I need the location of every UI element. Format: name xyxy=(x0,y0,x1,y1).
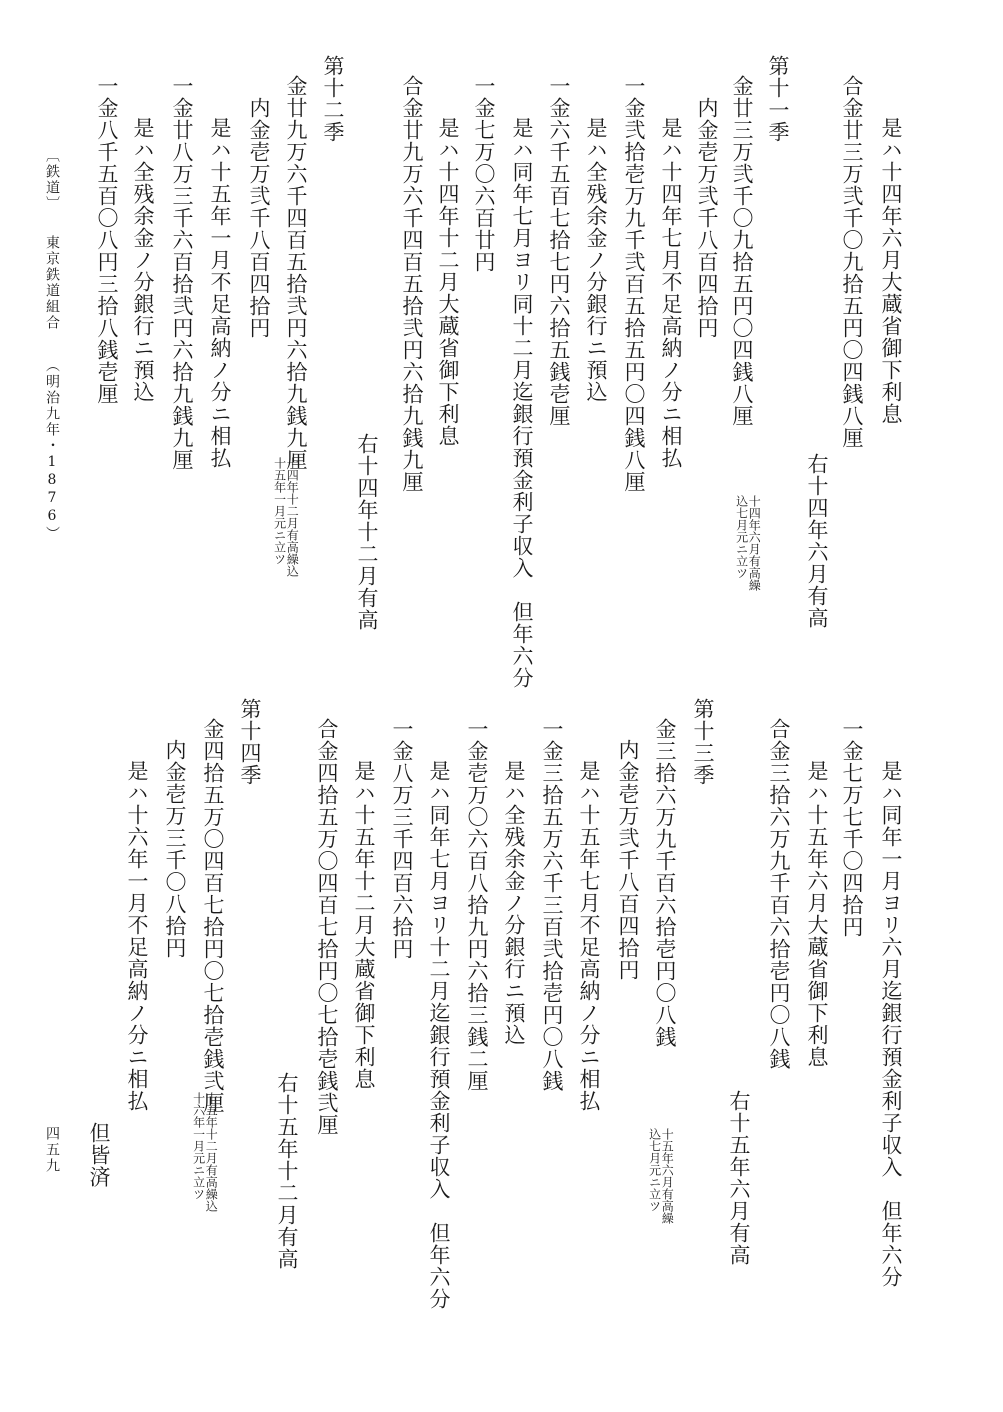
top-note-1 xyxy=(735,495,760,591)
bottom-note-2b: 十六年一月元ニ立ツ xyxy=(191,1092,206,1200)
top-line-7: 是ハ十四年七月不足高納ノ分ニ相払 xyxy=(659,117,683,469)
top-note-1b: 込七月元ニ立ツ xyxy=(734,495,749,579)
top-line-11: 是ハ同年七月ヨリ同十二月迄銀行預金利子収入 但年六分 xyxy=(510,117,534,689)
top-line-22: 一金八千五百〇八円三拾八銭壱厘 xyxy=(95,75,119,405)
bottom-note-2a: 十五年十二月有高繰込 xyxy=(204,1092,219,1212)
margin-section: 〔鉄道〕 xyxy=(44,148,60,212)
bottom-line-12: 一金壱万〇六百八拾九円六拾三銭二厘 xyxy=(465,718,489,1092)
top-line-9: 是ハ全残余金ノ分銀行ニ預込 xyxy=(584,117,608,403)
top-line-13: 是ハ十四年十二月大蔵省御下利息 xyxy=(436,117,460,447)
bottom-note-1a: 十五年六月有高繰 xyxy=(660,1128,675,1224)
bottom-line-1: 是ハ同年一月ヨリ六月迄銀行預金利子収入 但年六分 xyxy=(879,760,903,1288)
bottom-line-15: 是ハ十五年十二月大蔵省御下利息 xyxy=(352,760,376,1090)
bottom-line-18: 第十四季 xyxy=(238,698,262,786)
top-line-1: 是ハ十四年六月大蔵省御下利息 xyxy=(879,117,903,425)
top-line-18: 内金壱万弐千八百四拾円 xyxy=(247,97,271,339)
bottom-line-3: 是ハ十五年六月大蔵省御下利息 xyxy=(805,760,829,1068)
top-line-8: 一金弐拾壱万九千弐百五拾五円〇四銭八厘 xyxy=(622,75,646,493)
top-note-2b: 十五年一月元ニ立ツ xyxy=(272,457,287,565)
top-line-5: 金廿三万弐千〇九拾五円〇四銭八厘 xyxy=(730,75,754,427)
top-note-2a: 十四年十二月有高繰込 xyxy=(285,457,300,577)
margin-org: 東京鉄道組合 xyxy=(44,235,60,331)
bottom-line-9: 是ハ十五年七月不足高納ノ分ニ相払 xyxy=(577,760,601,1112)
top-line-2: 合金廿三万弐千〇九拾五円〇四銭八厘 xyxy=(840,75,864,449)
top-line-16: 第十二季 xyxy=(321,55,345,143)
bottom-line-22: 但皆済 xyxy=(87,1122,111,1188)
bottom-line-10: 一金三拾五万六千三百弐拾壱円〇八銭 xyxy=(540,718,564,1092)
bottom-line-5: 右十五年六月有高 xyxy=(727,1090,751,1266)
top-line-14: 合金廿九万六千四百五拾弐円六拾九銭九厘 xyxy=(400,75,424,493)
bottom-line-7: 金三拾六万九千百六拾壱円〇八銭 xyxy=(653,718,677,1048)
bottom-line-14: 一金八万三千四百六拾円 xyxy=(390,718,414,960)
bottom-line-20: 内金壱万三千〇八拾円 xyxy=(163,739,187,959)
top-line-10: 一金六千五百七拾七円六拾五銭壱厘 xyxy=(547,75,571,427)
top-line-15: 右十四年十二月有高 xyxy=(355,433,379,631)
bottom-line-11: 是ハ全残余金ノ分銀行ニ預込 xyxy=(502,760,526,1046)
top-line-12: 一金七万〇六百廿円 xyxy=(472,75,496,273)
bottom-line-16: 合金四拾五万〇四百七拾円〇七拾壱銭弐厘 xyxy=(315,718,339,1136)
bottom-line-6: 第十三季 xyxy=(691,698,715,786)
bottom-line-4: 合金三拾六万九千百六拾壱円〇八銭 xyxy=(767,718,791,1070)
top-line-20: 一金廿八万三千六百拾弐円六拾九銭九厘 xyxy=(170,75,194,471)
bottom-note-1 xyxy=(648,1128,673,1224)
bottom-line-17: 右十五年十二月有高 xyxy=(275,1072,299,1270)
bottom-line-13: 是ハ同年七月ヨリ十二月迄銀行預金利子収入 但年六分 xyxy=(427,760,451,1310)
page-number: 四五九 xyxy=(44,1126,60,1174)
top-line-4: 第十一季 xyxy=(766,55,790,143)
top-line-6: 内金壱万弐千八百四拾円 xyxy=(695,97,719,339)
bottom-line-21: 是ハ十六年一月不足高納ノ分ニ相払 xyxy=(125,760,149,1112)
top-line-3: 右十四年六月有高 xyxy=(805,453,829,629)
top-note-2 xyxy=(273,457,298,577)
margin-era: （明治九年・1876） xyxy=(44,358,60,542)
top-line-19: 是ハ十五年一月不足高納ノ分ニ相払 xyxy=(208,117,232,469)
bottom-line-19: 金四拾五万〇四百七拾円〇七拾壱銭弐厘 xyxy=(201,718,225,1114)
top-note-1a: 十四年六月有高繰 xyxy=(747,495,762,591)
top-line-21: 是ハ全残余金ノ分銀行ニ預込 xyxy=(131,117,155,403)
bottom-line-2: 一金七万七千〇四拾円 xyxy=(840,718,864,938)
bottom-line-8: 内金壱万弐千八百四拾円 xyxy=(616,739,640,981)
top-line-17: 金廿九万六千四百五拾弐円六拾九銭九厘 xyxy=(284,75,308,471)
bottom-note-1b: 込七月元ニ立ツ xyxy=(647,1128,662,1212)
